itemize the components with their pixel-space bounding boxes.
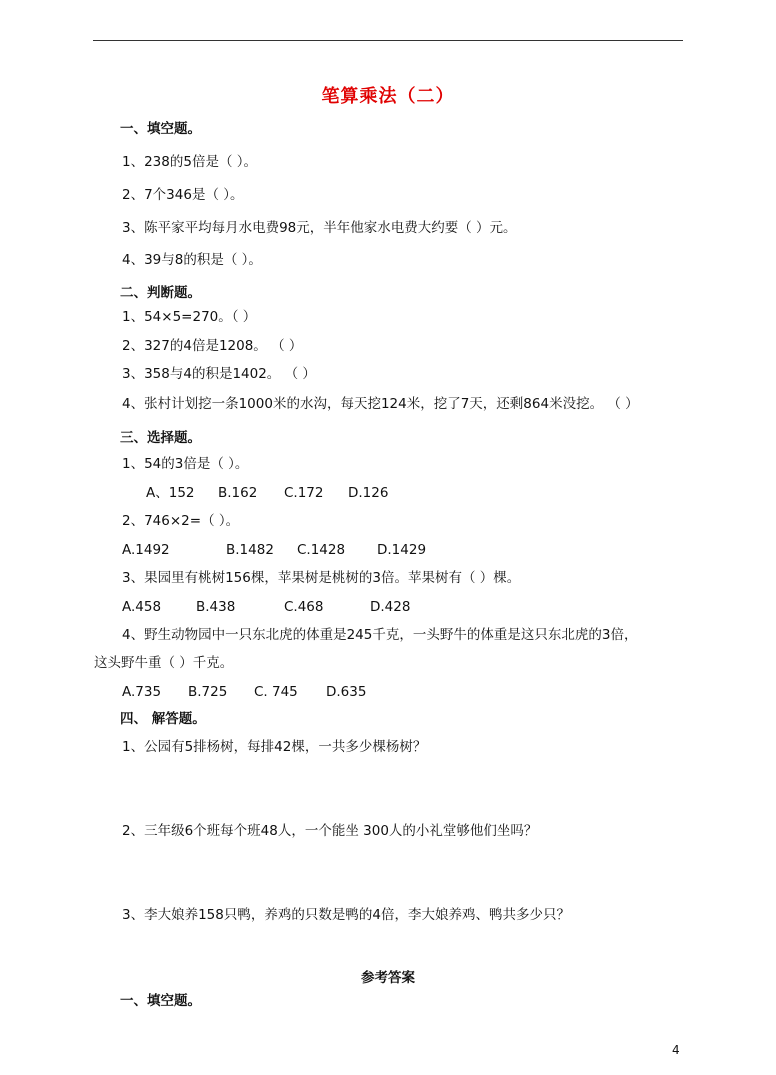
choice-3-option-c: C.468 bbox=[284, 599, 324, 615]
choice-4-option-b: B.725 bbox=[188, 684, 228, 700]
choice-4-option-d: D.635 bbox=[326, 684, 367, 700]
choice-1-option-a: A、152 bbox=[146, 485, 195, 501]
choice-question-3: 3、果园里有桃树156棵，苹果树是桃树的3倍。苹果树有（ ）棵。 bbox=[122, 570, 521, 586]
section-heading-fill: 一、填空题。 bbox=[120, 121, 201, 137]
judge-question-2: 2、327的4倍是1208。 （ ） bbox=[122, 338, 303, 354]
choice-3-options bbox=[122, 599, 410, 615]
section-heading-choice: 三、选择题。 bbox=[120, 430, 201, 446]
choice-1-option-b: B.162 bbox=[218, 485, 258, 501]
choice-2-option-c: C.1428 bbox=[297, 542, 346, 558]
choice-2-option-b: B.1482 bbox=[226, 542, 274, 558]
choice-4-options bbox=[122, 684, 366, 700]
solve-question-2: 2、三年级6个班每个班48人，一个能坐 300人的小礼堂够他们坐吗？ bbox=[122, 823, 538, 839]
judge-question-3: 3、358与4的积是1402。 （ ） bbox=[122, 366, 316, 382]
choice-3-option-b: B.438 bbox=[196, 599, 236, 615]
answers-title: 参考答案 bbox=[361, 970, 415, 986]
choice-2-option-d: D.1429 bbox=[377, 542, 427, 558]
fill-question-2: 2、7个346是（ ）。 bbox=[122, 187, 244, 203]
solve-question-3: 3、李大娘养158只鸭，养鸡的只数是鸭的4倍，李大娘养鸡、鸭共多少只？ bbox=[122, 907, 570, 923]
page-title: 笔算乘法（二） bbox=[321, 86, 455, 107]
fill-question-3: 3、陈平家平均每月水电费98元，半年他家水电费大约要（ ）元。 bbox=[122, 220, 517, 236]
choice-2-option-a: A.1492 bbox=[122, 542, 170, 558]
fill-question-4: 4、39与8的积是（ ）。 bbox=[122, 252, 262, 268]
choice-3-option-d: D.428 bbox=[370, 599, 411, 615]
choice-1-options bbox=[146, 485, 388, 501]
choice-1-option-d: D.126 bbox=[348, 485, 389, 501]
solve-question-1: 1、公园有5排杨树，每排42棵，一共多少棵杨树？ bbox=[122, 739, 427, 755]
answers-heading-fill: 一、填空题。 bbox=[120, 993, 201, 1009]
header-rule bbox=[93, 40, 683, 41]
choice-question-4-line-1: 4、野生动物园中一只东北虎的体重是245千克，一头野牛的体重是这只东北虎的3倍， bbox=[122, 627, 638, 643]
choice-2-options bbox=[122, 542, 426, 558]
page-number: 4 bbox=[672, 1043, 680, 1057]
section-heading-solve: 四、 解答题。 bbox=[120, 711, 206, 727]
judge-question-1: 1、54×5=270。（ ） bbox=[122, 309, 257, 325]
choice-1-option-c: C.172 bbox=[284, 485, 324, 501]
choice-question-1: 1、54的3倍是（ ）。 bbox=[122, 456, 249, 472]
choice-4-option-a: A.735 bbox=[122, 684, 162, 700]
fill-question-1: 1、238的5倍是（ ）。 bbox=[122, 154, 257, 170]
choice-4-option-c: C. 745 bbox=[254, 684, 298, 700]
choice-question-2: 2、746×2=（ ）。 bbox=[122, 513, 240, 529]
choice-question-4-line-2: 这头野牛重（ ）千克。 bbox=[94, 655, 234, 671]
section-heading-judge: 二、判断题。 bbox=[120, 285, 201, 301]
choice-3-option-a: A.458 bbox=[122, 599, 162, 615]
judge-question-4: 4、张村计划挖一条1000米的水沟，每天挖124米，挖了7天，还剩864米没挖。 （ ） bbox=[122, 396, 639, 412]
